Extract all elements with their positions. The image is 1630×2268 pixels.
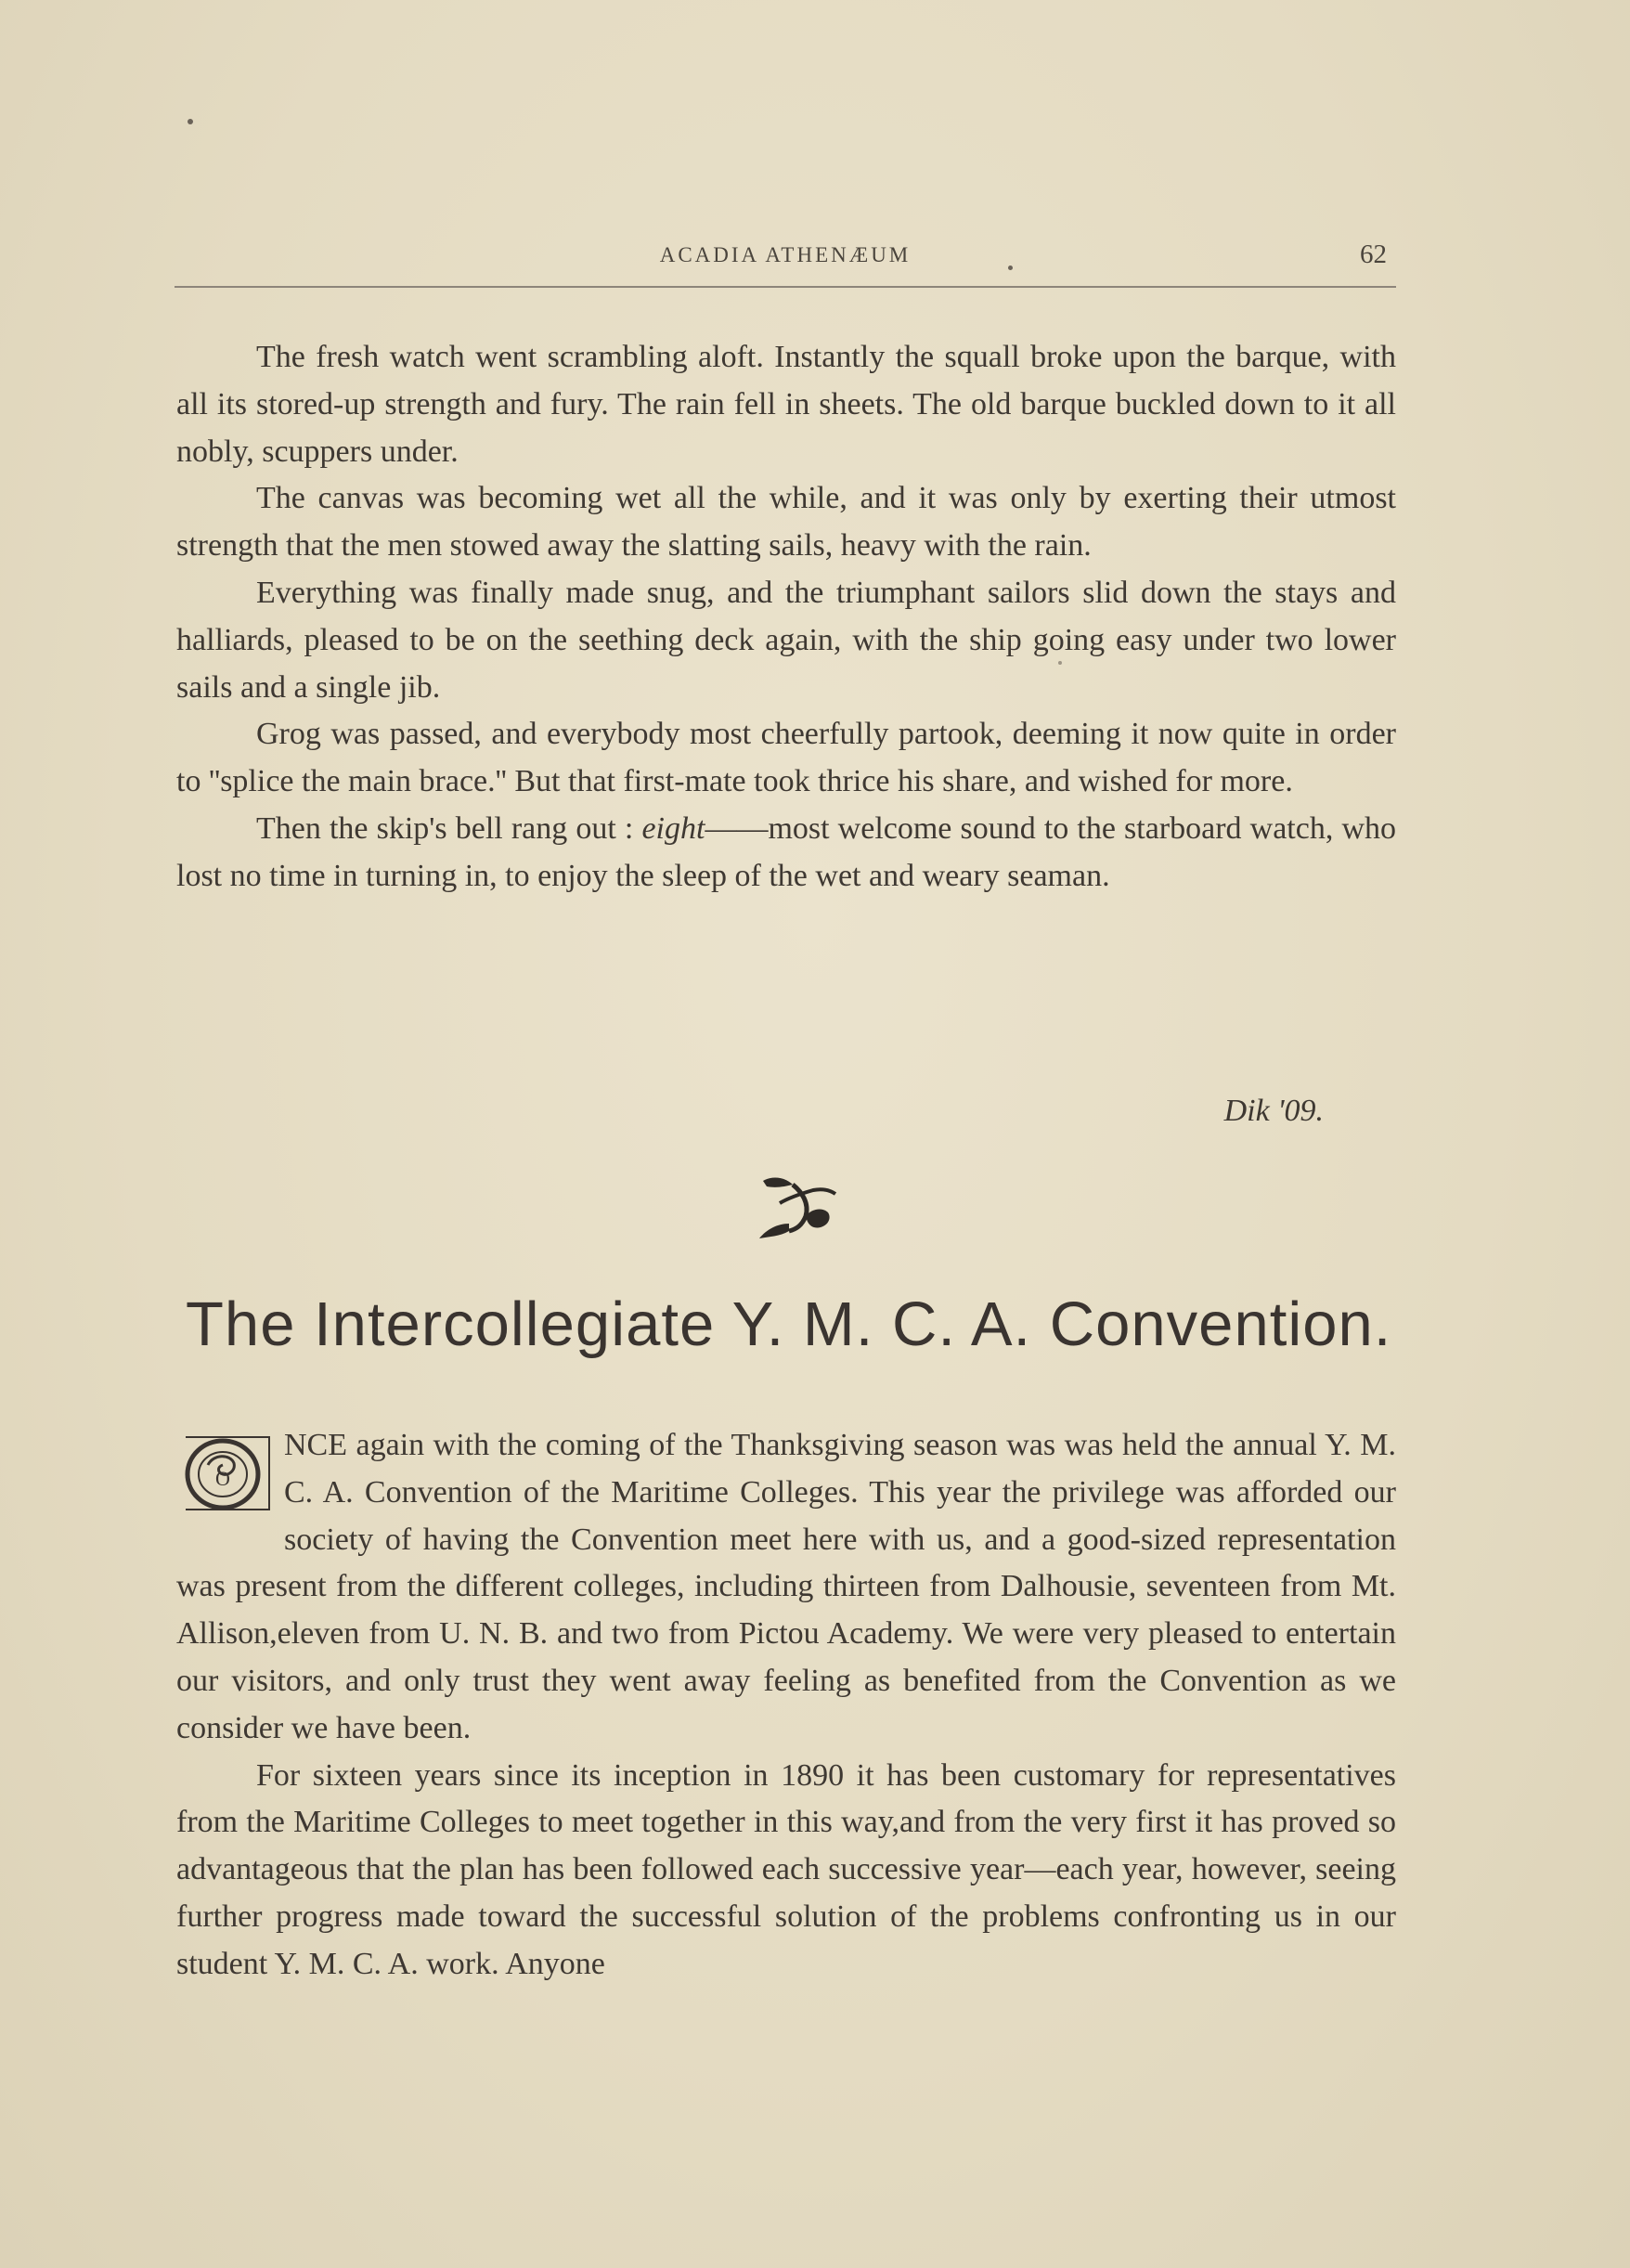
paragraph: The canvas was becoming wet all the while, and it was only by exerting their utmost strength that the men stowed away the slatting sails, heavy with the rain. bbox=[176, 481, 1396, 564]
fleuron-ornament-icon bbox=[743, 1172, 854, 1246]
paragraph: Grog was passed, and everybody most cheerfully partook, deeming it now quite in order to ''splice the main brace.'' But that first-mate took thrice his share, and wished for more. bbox=[176, 717, 1396, 799]
article-title: The Intercollegiate Y. M. C. A. Convention. bbox=[186, 1290, 1392, 1359]
emphasized-word: eight bbox=[641, 810, 705, 846]
paragraph-rest: NCE again with the coming of the Thanksgiving season was was held the annual Y. M. C. A. Convention of the Maritime Colleges. This year the privilege was afforded our society of having the Convention meet here with us, and a good-sized representation was present from the different colleges, including thirteen from Dalhousie, seventeen from Mt. Allison,eleven from U. N. B. and two from Pictou Academy. We were very pleased to entertain our visitors, and only trust they went away feeling as benefited from the Convention as we consider we have been. bbox=[176, 1428, 1396, 1745]
paragraph bbox=[176, 1422, 1396, 1753]
paragraph-lead: Then the skip's bell rang out : bbox=[256, 810, 642, 846]
paragraph-rest: ——most welcome sound to the starboard watch, who lost no time in turning in, to enjoy the sleep of the wet and weary seaman. bbox=[176, 810, 1396, 893]
dropcap bbox=[176, 1428, 275, 1517]
paper-speck bbox=[188, 119, 193, 124]
page-number: 62 bbox=[1360, 240, 1387, 269]
running-head bbox=[175, 240, 1396, 277]
paragraph: Everything was finally made snug, and the triumphant sailors slid down the stays and halliards, pleased to be on the seething deck again, with the ship going easy under two lower sails and a single jib. bbox=[176, 575, 1396, 705]
story-conclusion bbox=[176, 334, 1396, 901]
header-rule bbox=[175, 286, 1396, 288]
author-signature: Dik '09. bbox=[1223, 1094, 1324, 1128]
paragraph bbox=[176, 806, 1396, 901]
journal-title: ACADIA ATHENÆUM bbox=[659, 243, 912, 266]
paragraph: The fresh watch went scrambling aloft. Instantly the squall broke upon the barque, with all its stored-up strength and fury. The rain fell in sheets. The old barque buckled down to it all nobly, scuppers under. bbox=[176, 340, 1396, 469]
paragraph: For sixteen years since its inception in 1890 it has been customary for representatives from the Maritime Colleges to meet together in this way,and from the very first it has proved so advantageous that the plan has been followed each successive year—each year, however, seeing further progress made toward the successful solution of the problems confronting us in our student Y. M. C. A. work. Anyone bbox=[176, 1757, 1396, 1981]
ornamental-initial-o-icon bbox=[176, 1428, 275, 1517]
article-body bbox=[176, 1422, 1396, 1989]
dropcap-letter: O bbox=[215, 1467, 230, 1490]
